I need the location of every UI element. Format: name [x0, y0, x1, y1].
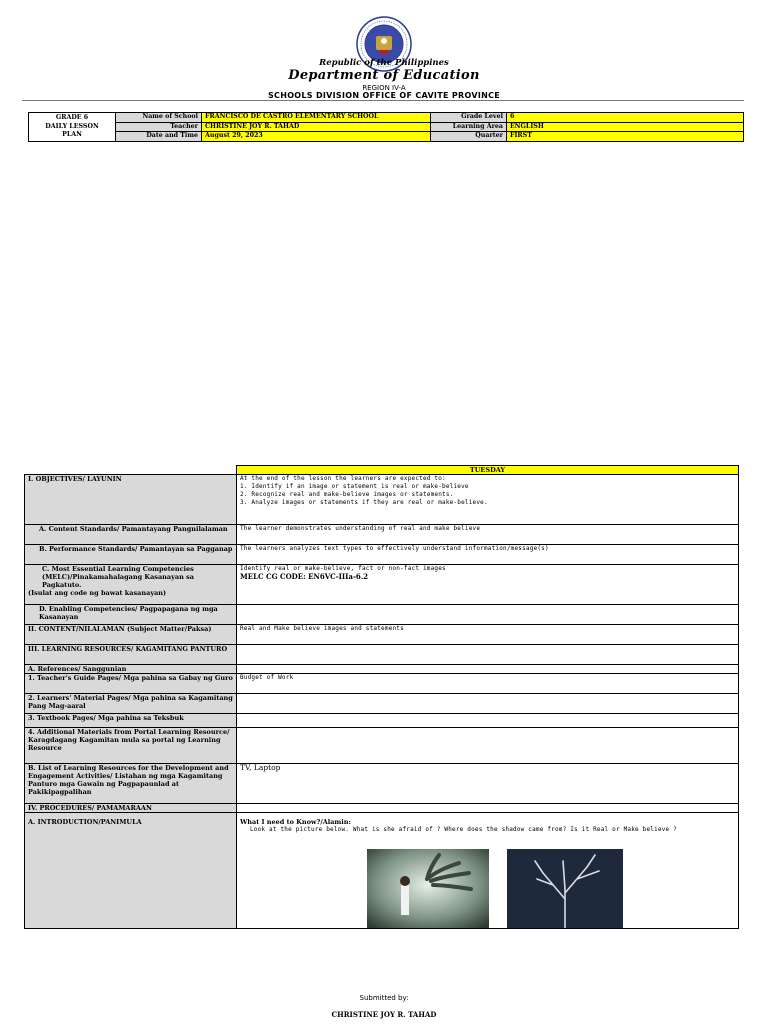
- learning-area-label: Learning Area: [431, 122, 507, 132]
- region-title: REGION IV-A: [362, 84, 406, 92]
- division-title: SCHOOLS DIVISION OFFICE OF CAVITE PROVINCE: [267, 91, 501, 100]
- content-value: Real and Make believe images and statements: [237, 625, 739, 645]
- objectives-line-3: 2. Recognize real and make-believe images or statements.: [240, 491, 454, 498]
- quarter-label: Quarter: [431, 132, 507, 142]
- performance-standards-value: The learners analyzes text types to effectively understand information/message(s): [237, 545, 739, 565]
- grade-line-1: GRADE 6: [55, 114, 89, 121]
- objectives-cell: [237, 475, 739, 525]
- learning-resources-label: III. LEARNING RESOURCES/ KAGAMITANG PANTURO: [25, 645, 237, 665]
- melc-note: (Isulat ang code ng bawat kasanayan): [28, 589, 167, 597]
- objectives-line-1: At the end of the lesson the learners are expected to:: [240, 475, 446, 482]
- teachers-guide-value: Budget of Work: [237, 674, 739, 694]
- objectives-line-4: 3. Analyze images or statements if they are real or make-believe.: [240, 499, 488, 506]
- date-value: August 29, 2023: [202, 132, 431, 142]
- learning-resources-value: [237, 645, 739, 665]
- portal-materials-label: 4. Additional Materials from Portal Learning Resource/ Karagdagang Kagamitan mula sa portal ng Learning Resource: [25, 728, 237, 764]
- lesson-info-table: [28, 112, 744, 142]
- learners-material-label: 2. Learners' Material Pages/ Mga pahina sa Kagamitang Pang Mag-aaral: [25, 694, 237, 714]
- department-title: Department of Education: [288, 68, 480, 83]
- grade-level-value: 6: [507, 113, 744, 123]
- republic-title: Republic of the Philippines: [319, 58, 449, 68]
- day-header: TUESDAY: [237, 466, 739, 475]
- content-label: II. CONTENT/NILALAMAN (Subject Matter/Paksa): [25, 625, 237, 645]
- melc-value: Identify real or make-believe, fact or non-fact images: [240, 565, 446, 572]
- introduction-cell: [237, 813, 739, 929]
- teacher-value: CHRISTINE JOY R. TAHAD: [202, 122, 431, 132]
- teachers-guide-label: 1. Teacher's Guide Pages/ Mga pahina sa Gabay ng Guro: [25, 674, 237, 694]
- learning-area-value: ENGLISH: [507, 122, 744, 132]
- school-label: Name of School: [116, 113, 202, 123]
- grade-line-2: DAILY LESSON: [45, 122, 99, 130]
- objectives-label: I. OBJECTIVES/ LAYUNIN: [25, 475, 237, 525]
- resource-list-value: TV, Laptop: [237, 764, 739, 804]
- grade-title-cell: [29, 113, 116, 142]
- teacher-label: Teacher: [116, 122, 202, 132]
- shadow-hand-image: [367, 849, 489, 929]
- melc-code: MELC CG CODE: EN6VC-IIIa-6.2: [240, 572, 369, 581]
- grade-line-3: PLAN: [62, 131, 82, 138]
- objectives-line-2: 1. Identify if an image or statement is real or make-believe: [240, 483, 469, 490]
- references-value: [237, 665, 739, 674]
- submitter-name: CHRISTINE JOY R. TAHAD: [331, 1010, 437, 1019]
- performance-standards-label: B. Performance Standards/ Pamantayan sa Pagganap: [25, 545, 237, 565]
- portal-materials-value: [237, 728, 739, 764]
- melc-cell: [237, 565, 739, 605]
- content-standards-label: A. Content Standards/ Pamantayang Pangnilalaman: [25, 525, 237, 545]
- header-divider: [22, 100, 744, 101]
- textbook-label: 3. Textbook Pages/ Mga pahina sa Teksbuk: [25, 714, 237, 728]
- content-standards-value: The learner demonstrates understanding of real and make believe: [237, 525, 739, 545]
- grade-level-label: Grade Level: [431, 113, 507, 123]
- melc-label: C. Most Essential Learning Competencies (MELC)/Pinakamahalagang Kasanayan sa Pagkatuto.: [42, 565, 194, 589]
- enabling-competencies-value: [237, 605, 739, 625]
- tree-image: [507, 849, 623, 929]
- learners-material-value: [237, 694, 739, 714]
- procedures-value: [237, 804, 739, 813]
- quarter-value: FIRST: [507, 132, 744, 142]
- lesson-plan-table: [24, 465, 739, 929]
- introduction-text: Look at the picture below. What is she afraid of ? Where does the shadow came from? Is it Real or Make believe ?: [250, 826, 677, 833]
- references-label: A. References/ Sanggunian: [25, 665, 237, 674]
- melc-label-cell: [25, 565, 237, 605]
- textbook-value: [237, 714, 739, 728]
- procedures-label: IV. PROCEDURES/ PAMAMARAAN: [25, 804, 237, 813]
- introduction-heading: What I need to Know?/Alamin:: [240, 818, 351, 826]
- introduction-label: A. INTRODUCTION/PANIMULA: [25, 813, 237, 929]
- date-label: Date and Time: [116, 132, 202, 142]
- resource-list-label: B. List of Learning Resources for the Development and Engagement Activities/ Listahan ng mga Kagamitang Panturo mga Gawain ng Pagpapaunlad at Pakikipagpalihan: [25, 764, 237, 804]
- enabling-competencies-label: D. Enabling Competencies/ Pagpapagana ng mga Kasanayan: [25, 605, 237, 625]
- school-value: FRANCISCO DE CASTRO ELEMENTARY SCHOOL: [202, 113, 431, 123]
- submitted-by-label: Submitted by:: [359, 994, 409, 1002]
